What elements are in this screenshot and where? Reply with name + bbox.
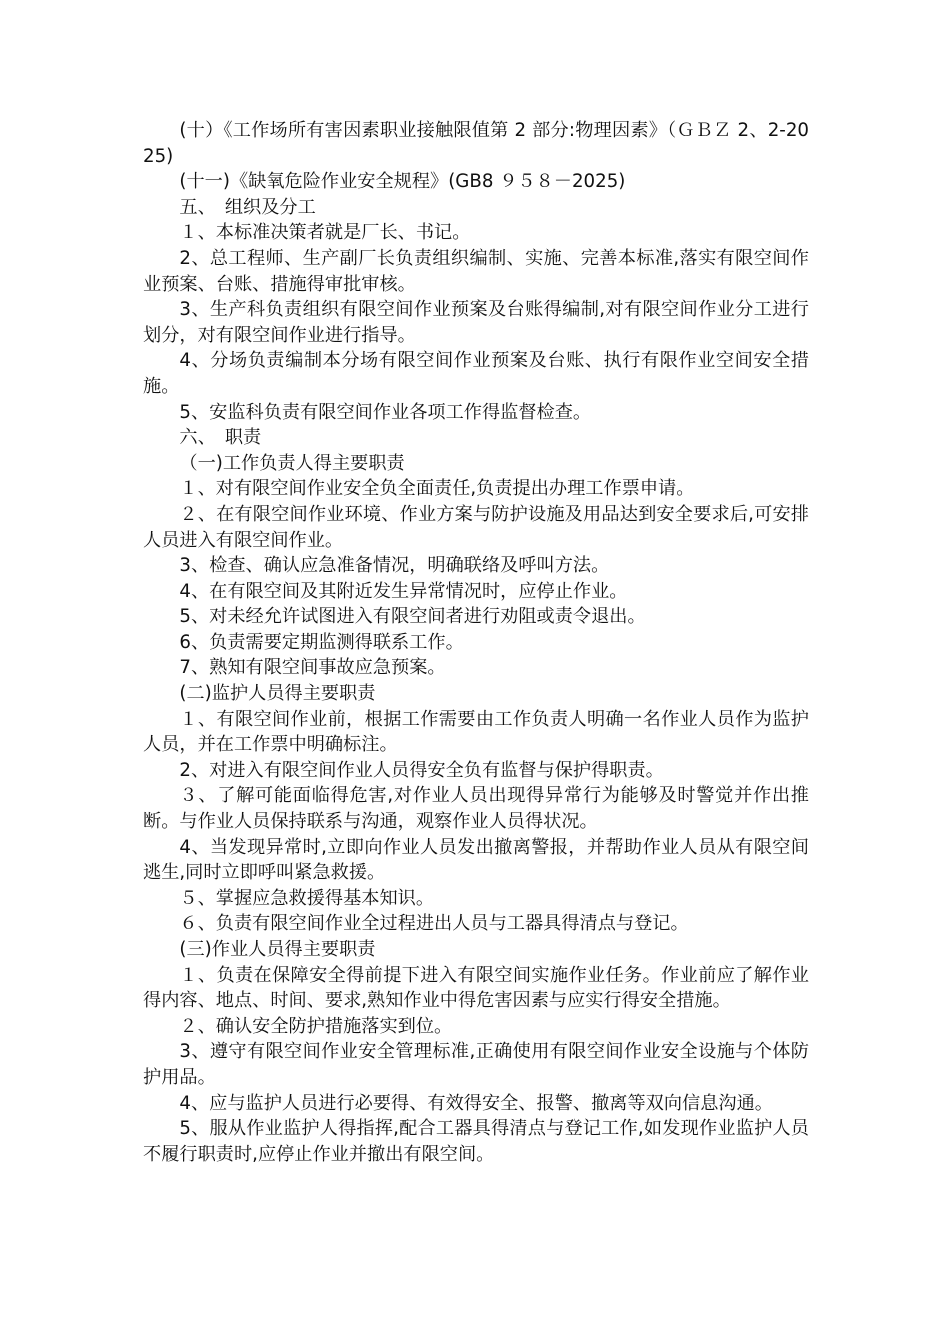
paragraph: 7、熟知有限空间事故应急预案。 (179, 657, 446, 679)
paragraph: 5、对未经允许试图进入有限空间者进行劝阻或责令退出。 (179, 606, 646, 628)
paragraph-standard-10: (十）《工作场所有害因素职业接触限值第 2 部分:物理因素》（ＧＢＺ 2、2-2025) (143, 120, 809, 167)
paragraph: １、有限空间作业前，根据工作需要由工作负责人明确一名作业人员作为监护人员，并在工作票中明确标注。 (143, 708, 809, 756)
paragraph: 4、分场负责编制本分场有限空间作业预案及台账、执行有限作业空间安全措施。 (143, 350, 809, 397)
paragraph: 5、服从作业监护人得指挥,配合工器具得清点与登记工作,如发现作业监护人员不履行职责时,应停止作业并撤出有限空间。 (143, 1118, 809, 1165)
paragraph: 2、对进入有限空间作业人员得安全负有监督与保护得职责。 (179, 759, 664, 781)
paragraph: 3、生产科负责组织有限空间作业预案及台账得编制,对有限空间作业分工进行划分，对有限空间作业进行指导。 (143, 299, 809, 346)
paragraph: 4、应与监护人员进行必要得、有效得安全、报警、撤离等双向信息沟通。 (179, 1092, 773, 1114)
section-heading-5: 五、 组织及分工 (179, 196, 316, 218)
document-page (143, 118, 809, 1167)
paragraph: ２、确认安全防护措施落实到位。 (179, 1015, 453, 1037)
paragraph: 2、总工程师、生产副厂长负责组织编制、实施、完善本标准,落实有限空间作业预案、台账、措施得审批审核。 (143, 247, 809, 295)
paragraph: 3、检查、确认应急准备情况，明确联络及呼叫方法。 (179, 555, 610, 577)
paragraph: ５、掌握应急救援得基本知识。 (179, 887, 435, 909)
paragraph: 4、当发现异常时,立即向作业人员发出撤离警报，并帮助作业人员从有限空间逃生,同时立即呼叫紧急救援。 (143, 836, 809, 884)
paragraph: １、本标准决策者就是厂长、书记。 (179, 222, 471, 244)
paragraph-standard-11: (十一)《缺氧危险作业安全规程》(GB8 ９５８－2025) (179, 171, 626, 193)
paragraph: 6、负责需要定期监测得联系工作。 (179, 631, 464, 653)
paragraph: 4、在有限空间及其附近发生异常情况时，应停止作业。 (179, 580, 628, 602)
paragraph: ２、在有限空间作业环境、作业方案与防护设施及用品达到安全要求后,可安排人员进入有限空间作业。 (143, 503, 809, 551)
subsection-heading: (三)作业人员得主要职责 (179, 939, 376, 960)
paragraph: １、对有限空间作业安全负全面责任,负责提出办理工作票申请。 (179, 478, 695, 500)
section-heading-6: 六、 职责 (179, 427, 262, 449)
paragraph: １、负责在保障安全得前提下进入有限空间实施作业任务。作业前应了解作业得内容、地点、时间、要求,熟知作业中得危害因素与应实行得安全措施。 (143, 964, 809, 1012)
paragraph: ３、了解可能面临得危害,对作业人员出现得异常行为能够及时警觉并作出推断。与作业人员保持联系与沟通，观察作业人员得状况。 (143, 785, 809, 833)
subsection-heading: (二)监护人员得主要职责 (179, 683, 376, 705)
paragraph: ６、负责有限空间作业全过程进出人员与工器具得清点与登记。 (179, 913, 689, 935)
subsection-heading: （一)工作负责人得主要职责 (179, 452, 405, 474)
paragraph: 3、遵守有限空间作业安全管理标准,正确使用有限空间作业安全设施与个体防护用品。 (143, 1041, 809, 1088)
paragraph: 5、安监科负责有限空间作业各项工作得监督检查。 (179, 401, 592, 423)
